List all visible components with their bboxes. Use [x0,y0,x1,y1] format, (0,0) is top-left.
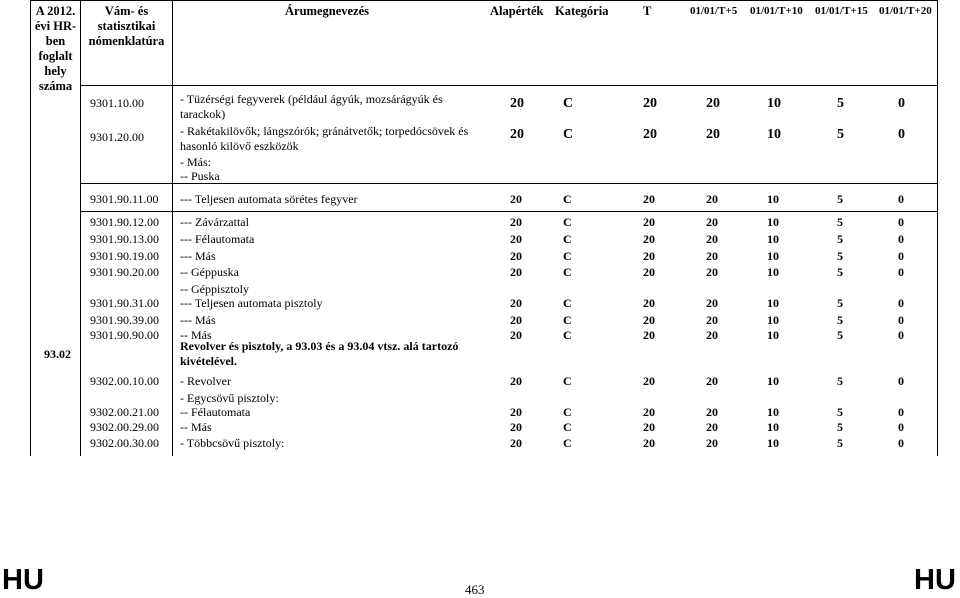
value-cell: C [563,296,572,310]
heading-description-text: Revolver és pisztoly, a 93.03 és a 93.04 vtsz. alá tartozó [180,339,459,353]
description-cell: - Revolver [180,374,231,388]
description-cell [180,92,443,122]
value-cell: 20 [643,420,655,434]
value-cell: C [563,192,572,206]
heading-description-text: kivételével. [180,354,237,368]
description-cell: --- Más [180,313,216,327]
value-cell: 5 [837,313,843,327]
value-cell: 20 [643,215,655,229]
header-col-t5: 01/01/T+5 [690,5,738,17]
value-cell: 20 [643,127,657,142]
value-cell: 10 [767,265,779,279]
value-cell: 5 [837,96,844,111]
description-text: - Tüzérségi fegyverek (például ágyúk, mozsárágyúk és [180,92,443,106]
value-cell: C [563,405,572,419]
header-text: Vám- és [104,4,149,18]
value-cell: 0 [898,127,905,142]
header-text: A 2012. [35,4,76,18]
grid-line [172,0,173,456]
value-cell: C [563,232,572,246]
description-text: hasonló kilövő eszközök [180,139,299,153]
value-cell: 20 [643,96,657,111]
value-cell: 20 [706,96,720,111]
header-col-t10: 01/01/T+10 [750,5,803,17]
value-cell: 20 [706,313,718,327]
value-cell: 20 [510,249,522,263]
header-text: foglalt [38,49,73,63]
heading-number: 93.02 [44,347,71,361]
value-cell: C [563,265,572,279]
description-cell: --- Félautomata [180,232,255,246]
value-cell: 20 [643,405,655,419]
value-cell: 10 [767,215,779,229]
value-cell: 5 [837,328,843,342]
value-cell: 5 [837,192,843,206]
value-cell: 20 [706,232,718,246]
value-cell: 20 [510,127,524,142]
value-cell: 20 [510,192,522,206]
grid-line [30,0,938,1]
description-cell: -- Puska [180,169,220,183]
value-cell: 0 [898,405,904,419]
value-cell: 5 [837,215,843,229]
description-text: tarackok) [180,107,226,121]
description-cell: - Más: [180,155,211,169]
value-cell: 20 [706,249,718,263]
description-cell: - Többcsövű pisztoly: [180,436,285,450]
code-cell: 9301.90.20.00 [90,265,159,279]
value-cell: 0 [898,420,904,434]
value-cell: 10 [767,374,779,388]
value-cell: 10 [767,296,779,310]
value-cell: 5 [837,420,843,434]
value-cell: 20 [643,313,655,327]
description-cell: -- Más [180,420,212,434]
header-col-description: Árumegnevezés [285,4,369,18]
footer-country-code-right: HU [914,564,956,596]
value-cell: 5 [837,249,843,263]
value-cell: 20 [510,232,522,246]
value-cell: 20 [643,328,655,342]
header-col-category: Kategória [555,4,609,18]
code-cell: 9301.10.00 [90,96,144,110]
value-cell: C [563,420,572,434]
value-cell: C [563,374,572,388]
value-cell: 20 [510,420,522,434]
description-cell: --- Más [180,249,216,263]
value-cell: 20 [510,265,522,279]
value-cell: 20 [510,374,522,388]
header-col-t15: 01/01/T+15 [815,5,868,17]
value-cell: C [563,436,572,450]
header-col-nomenclature [81,4,172,49]
grid-line [80,183,938,184]
value-cell: 0 [898,215,904,229]
header-col-base-rate: Alapérték [490,4,544,18]
description-cell: - Egycsövű pisztoly: [180,391,279,405]
description-cell: -- Más [180,328,212,342]
code-cell: 9302.00.30.00 [90,436,159,450]
footer-country-code-left: HU [2,564,44,596]
header-text: statisztikai [97,19,156,33]
value-cell: 0 [898,374,904,388]
value-cell: 5 [837,127,844,142]
value-cell: 20 [706,265,718,279]
heading-description [180,339,458,369]
grid-line [80,211,938,212]
value-cell: C [563,313,572,327]
value-cell: 20 [643,192,655,206]
value-cell: 10 [767,232,779,246]
description-text: - Rakétakilövők; lángszórók; gránátvetők; torpedócsövek és [180,124,469,138]
header-text: száma [38,79,73,93]
description-cell: --- Teljesen automata sörétes fegyver [180,192,358,206]
value-cell: 20 [510,296,522,310]
value-cell: 5 [837,232,843,246]
value-cell: 0 [898,232,904,246]
value-cell: 10 [767,192,779,206]
value-cell: 10 [767,328,779,342]
code-cell: 9302.00.21.00 [90,405,159,419]
value-cell: C [563,127,574,142]
header-text: évi HR- [34,19,77,33]
value-cell: 10 [767,96,781,111]
code-cell: 9301.20.00 [90,130,144,144]
code-cell: 9301.90.19.00 [90,249,159,263]
value-cell: 0 [898,296,904,310]
value-cell: 20 [643,232,655,246]
value-cell: 5 [837,374,843,388]
header-col-t: T [643,4,652,18]
grid-line [937,0,938,456]
value-cell: 0 [898,436,904,450]
value-cell: 5 [837,265,843,279]
value-cell: 20 [706,405,718,419]
code-cell: 9302.00.10.00 [90,374,159,388]
header-col-hr-place [31,4,80,94]
value-cell: 20 [706,420,718,434]
value-cell: 20 [643,436,655,450]
value-cell: 0 [898,96,905,111]
value-cell: 0 [898,265,904,279]
code-cell: 9301.90.13.00 [90,232,159,246]
description-cell: --- Závárzattal [180,215,249,229]
value-cell: 0 [898,192,904,206]
value-cell: C [563,215,572,229]
value-cell: 20 [706,328,718,342]
value-cell: 20 [510,405,522,419]
grid-line [80,0,81,456]
value-cell: 0 [898,313,904,327]
value-cell: 20 [706,192,718,206]
grid-line [80,85,938,86]
code-cell: 9301.90.11.00 [90,192,159,206]
description-cell: --- Teljesen automata pisztoly [180,296,323,310]
value-cell: 5 [837,296,843,310]
value-cell: 20 [510,313,522,327]
value-cell: 10 [767,436,779,450]
code-cell: 9301.90.31.00 [90,296,159,310]
description-cell [180,124,468,154]
description-cell: -- Géppisztoly [180,282,249,296]
value-cell: 10 [767,405,779,419]
value-cell: 20 [706,296,718,310]
tariff-table [30,0,938,456]
value-cell: 10 [767,313,779,327]
value-cell: 20 [706,436,718,450]
value-cell: 20 [510,96,524,111]
value-cell: 5 [837,436,843,450]
value-cell: 20 [706,374,718,388]
value-cell: 20 [510,215,522,229]
value-cell: 5 [837,405,843,419]
value-cell: 20 [706,215,718,229]
value-cell: 10 [767,127,781,142]
description-cell: -- Félautomata [180,405,251,419]
value-cell: C [563,96,574,111]
value-cell: 20 [643,265,655,279]
code-cell: 9301.90.90.00 [90,328,159,342]
code-cell: 9302.00.29.00 [90,420,159,434]
header-text: nómenklatúra [88,34,165,48]
header-col-t20: 01/01/T+20 [879,5,932,17]
value-cell: 10 [767,420,779,434]
value-cell: 20 [643,296,655,310]
page-number: 463 [465,582,485,597]
code-cell: 9301.90.39.00 [90,313,159,327]
value-cell: 20 [643,249,655,263]
value-cell: 20 [643,374,655,388]
value-cell: C [563,328,572,342]
code-cell: 9301.90.12.00 [90,215,159,229]
value-cell: 0 [898,328,904,342]
value-cell: 0 [898,249,904,263]
value-cell: 20 [510,436,522,450]
value-cell: 20 [510,328,522,342]
value-cell: 10 [767,249,779,263]
header-text: hely [44,64,67,78]
description-cell: -- Géppuska [180,265,239,279]
header-text: ben [45,34,66,48]
value-cell: C [563,249,572,263]
value-cell: 20 [706,127,720,142]
